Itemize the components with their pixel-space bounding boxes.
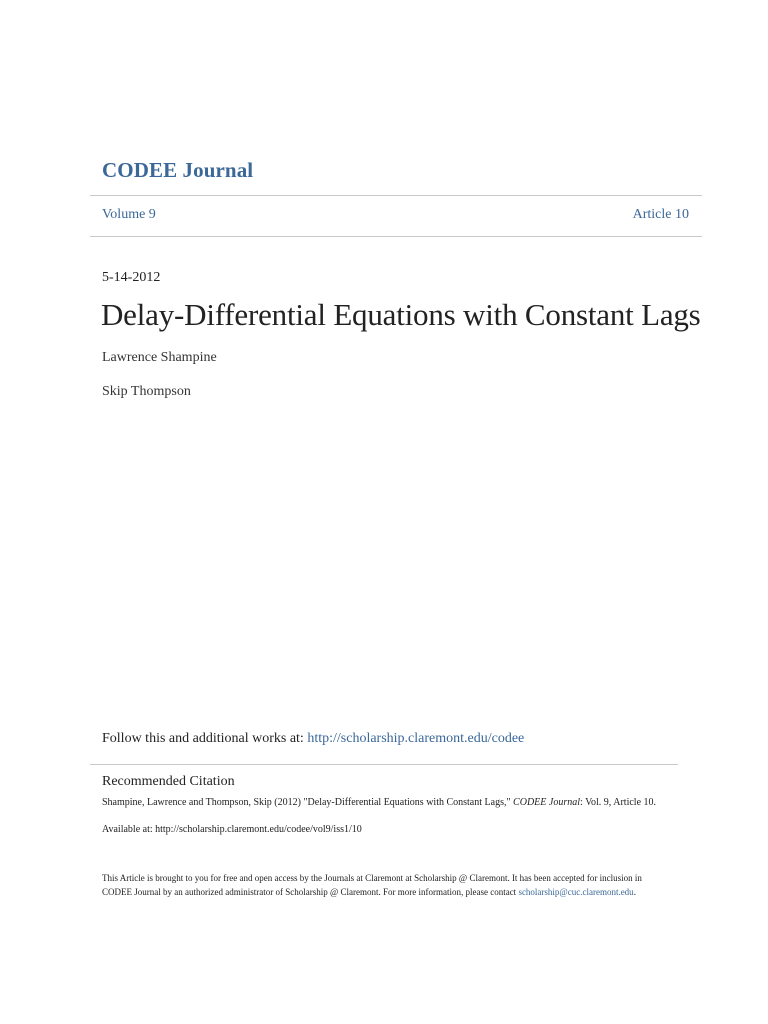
collection-link[interactable]: http://scholarship.claremont.edu/codee: [307, 731, 525, 746]
header-divider-top: [90, 195, 702, 196]
author-name: Skip Thompson: [102, 384, 191, 399]
citation-journal: CODEE Journal: [513, 797, 580, 808]
paper-title: Delay-Differential Equations with Constant Lags: [101, 297, 701, 332]
recommended-citation-heading: Recommended Citation: [102, 774, 235, 789]
journal-title-link[interactable]: CODEE Journal: [102, 158, 254, 182]
contact-email-link[interactable]: scholarship@cuc.claremont.edu: [518, 887, 634, 897]
author-name: Lawrence Shampine: [102, 350, 217, 365]
citation-authors-title: Shampine, Lawrence and Thompson, Skip (2012) "Delay-Differential Equations with Constant Lags,": [102, 797, 514, 808]
header-divider-bottom: [90, 236, 702, 237]
access-notice: [102, 871, 668, 899]
citation-volume: : Vol. 9, Article 10.: [580, 797, 657, 808]
follow-line: [102, 731, 524, 747]
citation-divider: [90, 764, 678, 765]
citation-text: [102, 796, 672, 809]
notice-end: .: [633, 887, 636, 897]
volume-link[interactable]: Volume 9: [102, 207, 156, 222]
article-number-link[interactable]: Article 10: [632, 207, 689, 222]
available-at-text: Available at: http://scholarship.claremont.edu/codee/vol9/iss1/10: [102, 824, 362, 835]
notice-text: This Article is brought to you for free and open access by the Journals at Claremont at Scholarship @ Claremont. It has been accepted for inclusion in CODEE Journal by an authorized administrator of Scholarship @ Claremont. For more information, please contact: [102, 873, 642, 897]
publication-date: 5-14-2012: [102, 270, 161, 285]
follow-text: Follow this and additional works at:: [102, 731, 308, 746]
